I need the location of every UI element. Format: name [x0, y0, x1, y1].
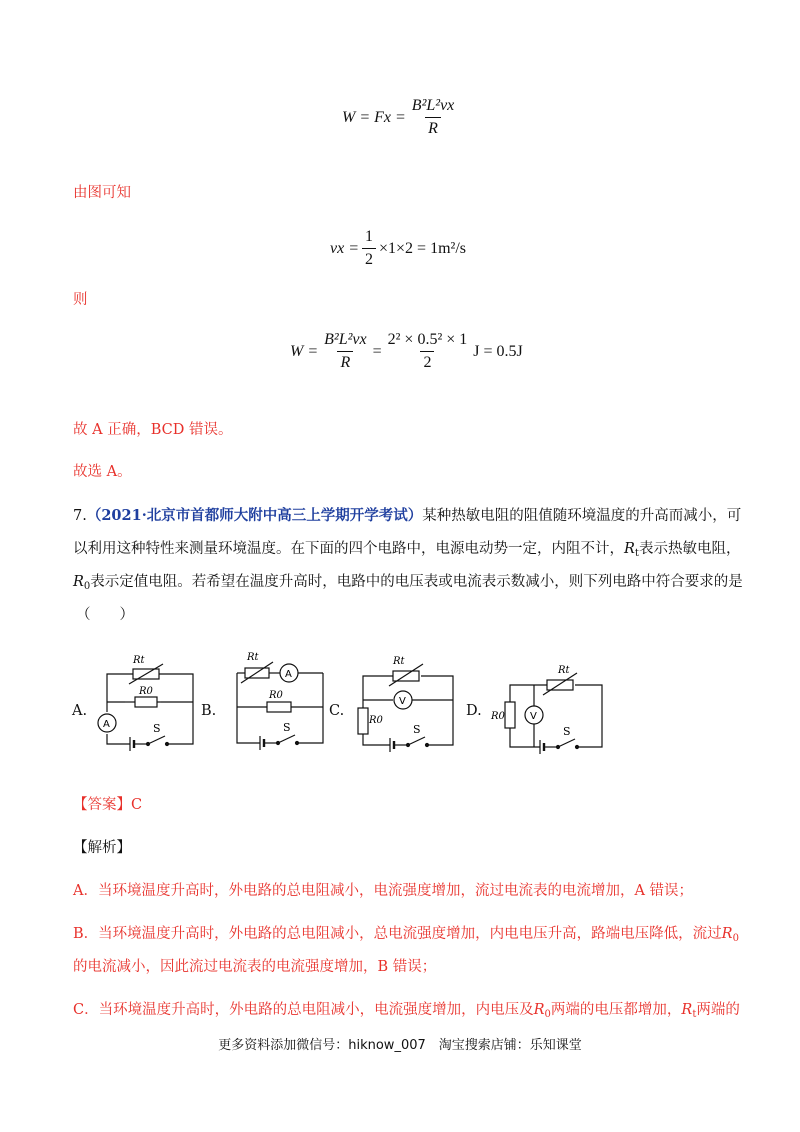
circuit-c [355, 650, 465, 754]
question-number: 7. [73, 508, 87, 524]
formula-work-denominator: R [425, 117, 441, 138]
circuit-b [225, 648, 335, 752]
analysis-c-text-3: 两端的 [696, 1002, 740, 1018]
circuit-c-rt-label: Rt [393, 656, 405, 667]
conclusion-line-1: 故 A 正确，BCD 错误。 [73, 422, 233, 438]
circuit-a-switch-label: S [153, 722, 161, 735]
answer-blank: （ ） [76, 607, 134, 623]
formula-work [342, 97, 460, 138]
analysis-a: A．当环境温度升高时，外电路的总电阻减小，电流强度增加，流过电流表的电流增加，A 错误； [73, 883, 694, 899]
circuit-b-r0-label: R0 [269, 690, 283, 701]
circuit-d-rt-label: Rt [558, 665, 570, 676]
question-line-2 [73, 539, 740, 559]
formula-work-numerator: B²L²vx [411, 97, 455, 114]
circuit-a-rt-label: Rt [133, 655, 145, 666]
var-r0-sub: 0 [83, 581, 91, 592]
var-rt: R [624, 541, 635, 557]
formula-result-equals: = [372, 342, 382, 360]
formula-work-lhs: W = Fx = [342, 108, 406, 126]
formula-vx-denominator: 2 [362, 248, 376, 269]
formula-work-result [290, 331, 523, 372]
formula-result-denominator-2: 2 [420, 351, 434, 372]
formula-result-lhs: W = [290, 342, 319, 360]
analysis-c-var-r0-sub: 0 [544, 1009, 551, 1020]
question-line-2-text: 以利用这种特性来测量环境温度。在下面的四个电路中，电源电动势一定，内阻不计， [73, 541, 624, 557]
circuit-d-voltmeter-label: V [530, 711, 537, 722]
formula-vx-numerator: 1 [365, 228, 373, 245]
formula-result-numerator-2: 2² × 0.5² × 1 [387, 331, 468, 348]
circuit-d-switch-label: S [563, 725, 571, 738]
question-source: （2021·北京市首都师大附中高三上学期开学考试） [86, 507, 423, 524]
circuit-c-voltmeter-label: V [399, 696, 406, 707]
formula-result-denominator-1: R [337, 351, 353, 372]
analysis-b-line-2: 的电流减小，因此流过电流表的电流强度增加，B 错误； [73, 959, 437, 975]
var-r0: R [73, 574, 84, 590]
circuit-b-switch-label: S [283, 721, 291, 734]
circuit-d [490, 660, 610, 764]
question-line-1-text: 某种热敏电阻的阻值随环境温度的升高而减小，可 [422, 508, 742, 524]
option-a-label: A. [72, 703, 88, 719]
step-label-then: 则 [73, 292, 88, 308]
analysis-c-text-1: C．当环境温度升高时，外电路的总电阻减小，电流强度增加，内电压及 [73, 1002, 534, 1018]
circuit-d-r0-label: R0 [491, 711, 505, 722]
analysis-b-var-sub: 0 [732, 933, 739, 944]
formula-result-fraction-1 [321, 331, 369, 372]
answer-label: 【答案】 [73, 797, 131, 813]
circuit-a-ammeter-label: A [103, 719, 110, 730]
answer-value: C [131, 797, 143, 813]
analysis-c [73, 1000, 740, 1020]
circuit-a [95, 650, 205, 754]
analysis-b-text: B．当环境温度升高时，外电路的总电阻减小，总电流强度增加，内电电压升高，路端电压降低，流过 [73, 926, 722, 942]
option-c-label: C. [329, 703, 345, 719]
formula-vx [330, 228, 466, 269]
option-d-label: D. [466, 703, 482, 719]
formula-work-fraction [409, 97, 457, 138]
analysis-b-line-1 [73, 924, 739, 944]
formula-vx-rhs: ×1×2 = 1m²/s [379, 239, 466, 257]
circuit-b-rt-label: Rt [247, 652, 259, 663]
analysis-c-var-r0: R [533, 1002, 545, 1018]
analysis-c-var-rt-sub: t [692, 1009, 697, 1020]
page-footer: 更多资料添加微信号：hiknow_007 淘宝搜索店铺：乐知课堂 [218, 1038, 582, 1053]
analysis-c-text-2: 两端的电压都增加， [550, 1002, 682, 1018]
circuit-c-switch-label: S [413, 723, 421, 736]
circuit-c-r0-label: R0 [369, 715, 383, 726]
var-rt-sub: t [634, 548, 639, 559]
conclusion-line-2: 故选 A。 [73, 464, 132, 480]
circuit-a-r0-label: R0 [139, 686, 153, 697]
formula-result-fraction-2 [385, 331, 471, 372]
question-line-2-end: 表示热敏电阻， [638, 541, 741, 557]
formula-vx-fraction [362, 228, 376, 269]
formula-result-numerator-1: B²L²vx [324, 331, 367, 348]
question-line-3 [73, 572, 743, 592]
analysis-c-var-rt: R [681, 1002, 693, 1018]
formula-vx-lhs: vx = [330, 239, 359, 257]
answer-line [73, 795, 142, 815]
analysis-b-var: R [721, 926, 733, 942]
question-line-1 [73, 506, 741, 526]
formula-result-rhs: J = 0.5J [473, 342, 523, 360]
question-line-3-text: 表示定值电阻。若希望在温度升高时，电路中的电压表或电流表示数减小，则下列电路中符合要求的是 [90, 574, 743, 590]
circuit-b-ammeter-label: A [285, 669, 292, 680]
step-label-from-graph: 由图可知 [73, 185, 131, 201]
option-b-label: B. [201, 703, 217, 719]
analysis-label: 【解析】 [73, 840, 131, 856]
